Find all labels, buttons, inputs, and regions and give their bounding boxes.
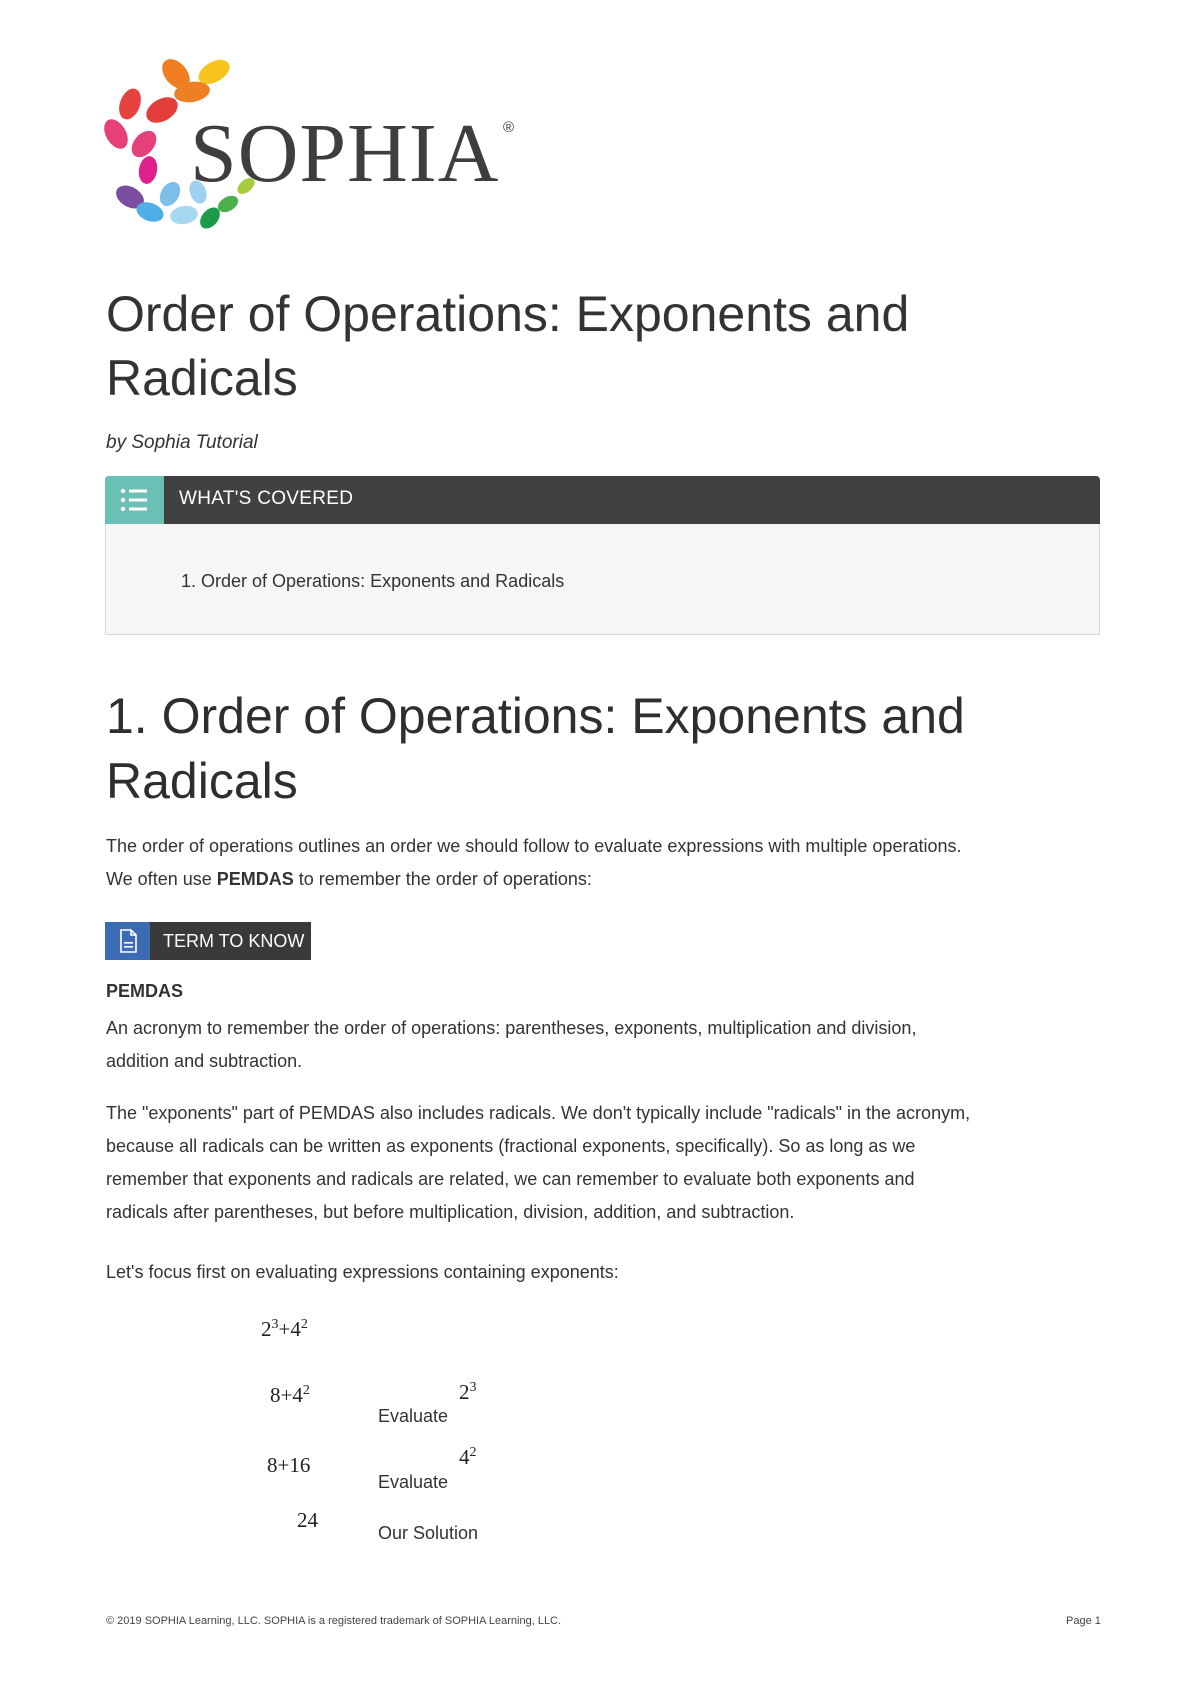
step-4-note: Our Solution: [378, 1523, 479, 1543]
math-step-3: 8+16: [267, 1453, 311, 1477]
logo-wordmark: SOPHIA: [190, 107, 500, 200]
footer-copyright: © 2019 SOPHIA Learning, LLC. SOPHIA is a registered trademark of SOPHIA Learning, LLC.: [106, 1615, 562, 1627]
para-line-2: because all radicals can be written as exponents (fractional exponents, specifically). So as long as we: [106, 1136, 916, 1156]
term-def-line-1: An acronym to remember the order of operations: parentheses, exponents, multiplication and division,: [106, 1018, 917, 1038]
term-word: PEMDAS: [106, 981, 184, 1001]
document-icon: [105, 922, 150, 960]
intro-pemdas: PEMDAS: [216, 869, 294, 889]
step-3-note-math: $4^2$: [459, 1445, 477, 1469]
focus-line: Let's focus first on evaluating expressions containing exponents:: [106, 1262, 619, 1282]
whats-covered-body: [105, 524, 1100, 635]
step-2-note-math: $2^3$: [459, 1380, 477, 1404]
intro-line-1: The order of operations outlines an order we should follow to evaluate expressions with multiple operations.: [106, 836, 962, 856]
step-3-note: Evaluate: [378, 1472, 449, 1492]
term-definition: [106, 1012, 916, 1078]
para-line-1: The "exponents" part of PEMDAS also includes radicals. We don't typically include "radicals" in the acronym,: [106, 1103, 971, 1123]
registered-mark: ®: [503, 119, 515, 136]
covered-item-link[interactable]: 1. Order of Operations: Exponents and Radicals: [181, 571, 565, 591]
term-to-know-badge: [105, 922, 311, 960]
para-line-3: remember that exponents and radicals are related, we can remember to evaluate both exponents and: [106, 1169, 915, 1189]
intro-line-2-pre: We often use: [106, 869, 217, 889]
step-2-note: Evaluate: [378, 1406, 449, 1426]
byline: by Sophia Tutorial: [106, 432, 258, 453]
whats-covered-title: WHAT'S COVERED: [179, 488, 354, 509]
whats-covered-header: [105, 476, 1100, 524]
math-step-4: 24: [297, 1508, 318, 1532]
footer-page-number: Page 1: [1066, 1615, 1101, 1627]
intro-line-2-post: to remember the order of operations:: [293, 869, 592, 889]
para-line-4: radicals after parentheses, but before multiplication, division, addition, and subtraction.: [106, 1202, 795, 1222]
radicals-paragraph: [106, 1097, 970, 1229]
whats-covered-box: [105, 476, 1100, 636]
page-title: Order of Operations: Exponents and Radicals: [106, 286, 910, 406]
term-to-know-label: TERM TO KNOW: [150, 922, 311, 960]
list-icon: [105, 476, 164, 524]
section-heading: 1. Order of Operations: Exponents and Radicals: [106, 688, 965, 809]
term-def-line-2: addition and subtraction.: [106, 1051, 303, 1071]
math-step-2: $8+4^2$: [270, 1383, 310, 1407]
intro-paragraph: [106, 830, 961, 896]
math-step-1: $2^3+4^2$: [261, 1317, 308, 1341]
